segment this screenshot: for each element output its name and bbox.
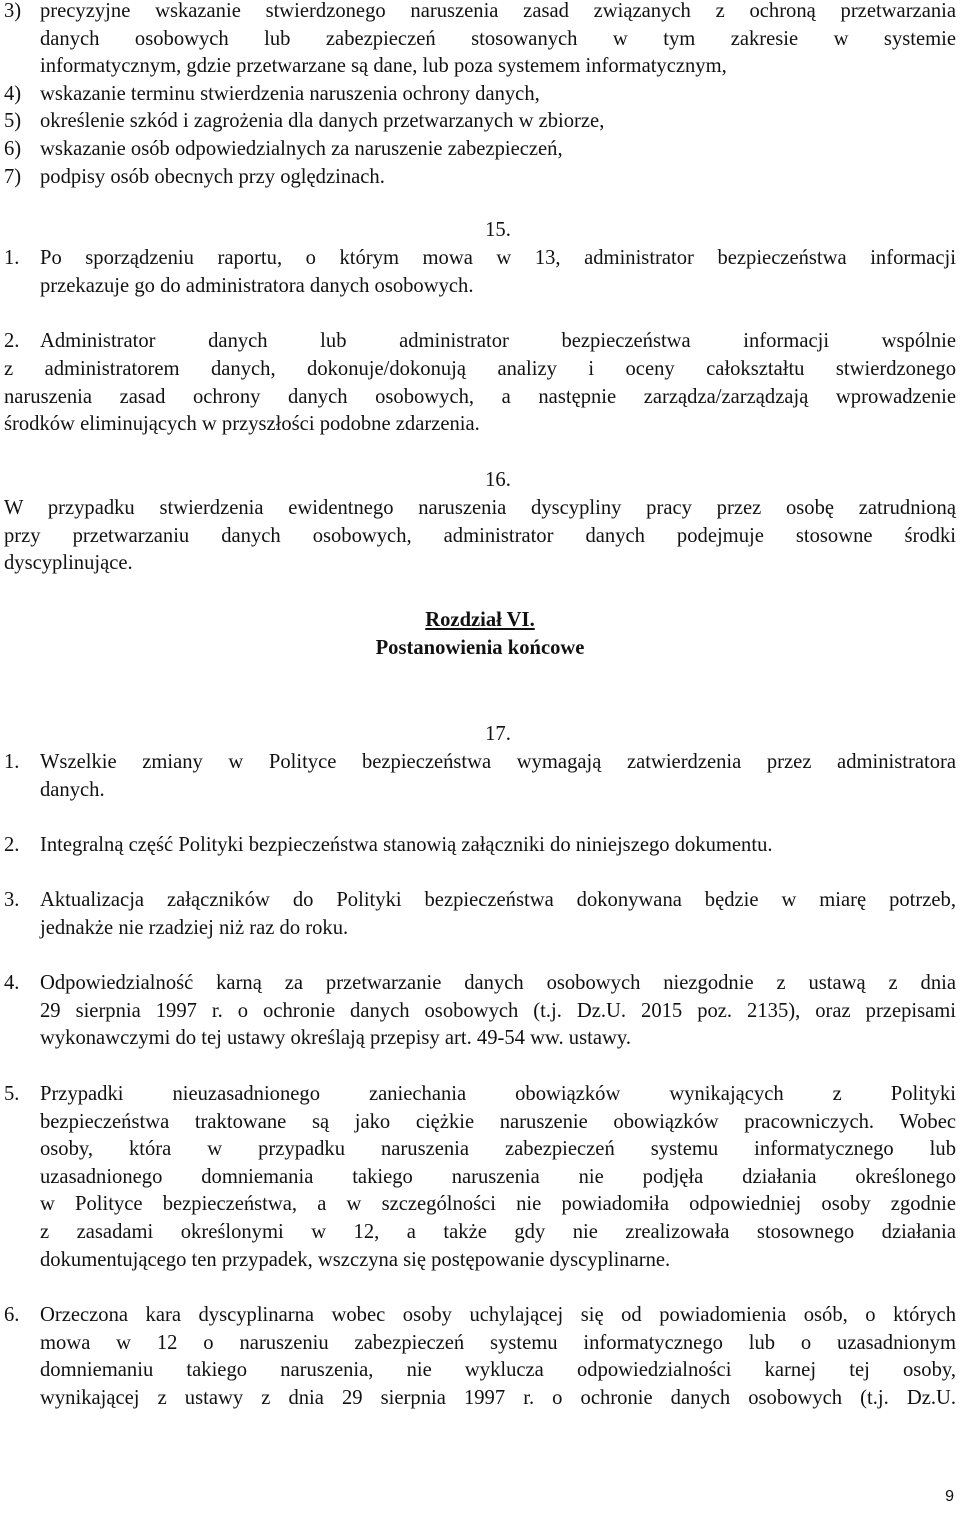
list-item-number: 3) [4, 0, 22, 22]
text-line: jednakże nie rzadziej niż raz do roku. [40, 916, 349, 939]
chapter-title: Rozdział VI. [425, 609, 535, 631]
text-line: danych. [40, 778, 105, 801]
section-15-point-2-body [4, 356, 956, 439]
text-line: z administratorem danych, dokonuje/dokonują analizy i oceny całokształtu stwierdzonego [4, 358, 956, 380]
text-line: podpisy osób obecnych przy oględzinach. [40, 165, 385, 188]
text-line: naruszenia zasad ochrony danych osobowych, a następnie zarządza/zarządzają wprowadzenie [4, 385, 956, 408]
point-number: 2. [4, 330, 20, 352]
text-line: Aktualizacja załączników do Polityki bezpieczeństwa dokonywana będzie w miarę potrzeb, [40, 889, 956, 911]
list-item [4, 136, 956, 164]
text-line: Wszelkie zmiany w Polityce bezpieczeństwa wymagają zatwierdzenia przez administratora [40, 751, 956, 773]
section-15-point-1 [4, 245, 956, 300]
text-line: 29 sierpnia 1997 r. o ochronie danych osobowych (t.j. Dz.U. 2015 poz. 2135), oraz przepisami [40, 999, 956, 1022]
point-number: 1. [4, 751, 20, 773]
section-17-point-5 [4, 1081, 956, 1274]
section-17-point-1 [4, 749, 956, 804]
chapter-subtitle: Postanowienia końcowe [375, 636, 585, 659]
text-line: Integralną część Polityki bezpieczeństwa stanowią załączniki do niniejszego dokumentu. [40, 834, 773, 856]
point-number: 4. [4, 972, 20, 994]
page-number: 9 [945, 1488, 954, 1505]
section-17-point-2 [4, 832, 956, 860]
text-line: wynikającej z ustawy z dnia 29 sierpnia 1997 r. o ochronie danych osobowych (t.j. Dz.U. [40, 1386, 956, 1409]
point-number: 2. [4, 834, 20, 856]
text-line: przekazuje go do administratora danych osobowych. [40, 274, 474, 297]
point-number: 3. [4, 889, 20, 911]
point-number: 1. [4, 247, 20, 269]
list-top [4, 0, 956, 191]
text-line: wykonawczymi do tej ustawy określają przepisy art. 49-54 ww. ustawy. [40, 1027, 631, 1050]
text-line: Przypadki nieuzasadnionego zaniechania obowiązków wynikających z Polityki [40, 1083, 956, 1105]
list-item-number: 5) [4, 110, 22, 133]
list-item [4, 164, 956, 192]
text-line: Administrator danych lub administrator bezpieczeństwa informacji wspólnie [40, 330, 956, 352]
section-16-body [4, 495, 956, 578]
text-line: uzasadnionego domniemania takiego naruszenia nie podjęła działania określonego [40, 1165, 956, 1188]
list-item-number: 4) [4, 82, 22, 105]
section-15-heading: 15. [485, 219, 511, 241]
section-15-point-2 [4, 328, 956, 356]
chapter-heading [4, 607, 956, 662]
point-number: 5. [4, 1083, 20, 1105]
text-line: przy przetwarzaniu danych osobowych, administrator danych podejmuje stosowne środki [4, 524, 956, 547]
text-line: domniemaniu takiego naruszenia, nie wyklucza odpowiedzialności karnej tej osoby, [40, 1359, 956, 1382]
section-17-heading: 17. [485, 723, 511, 745]
text-line: osoby, która w przypadku naruszenia zabezpieczeń systemu informatycznego lub [40, 1138, 956, 1161]
text-line: w Polityce bezpieczeństwa, a w szczególności nie powiadomiła odpowiedniej osoby zgodnie [40, 1193, 956, 1216]
text-line: Orzeczona kara dyscyplinarna wobec osoby uchylającej się od powiadomienia osób, o których [40, 1304, 956, 1326]
text-line: Po sporządzeniu raportu, o którym mowa w 13, administrator bezpieczeństwa informacji [40, 247, 956, 269]
text-line: określenie szkód i zagrożenia dla danych przetwarzanych w zbiorze, [40, 110, 605, 133]
text-line: precyzyjne wskazanie stwierdzonego naruszenia zasad związanych z ochroną przetwarzania [40, 0, 956, 22]
text-line: bezpieczeństwa traktowane są jako ciężkie naruszenie obowiązków pracowniczych. Wobec [40, 1110, 956, 1133]
text-line: środków eliminujących w przyszłości podobne zdarzenia. [4, 413, 480, 436]
section-16-heading: 16. [485, 469, 511, 491]
text-line: mowa w 12 o naruszeniu zabezpieczeń systemu informatycznego lub o uzasadnionym [40, 1331, 956, 1354]
text-line: wskazanie osób odpowiedzialnych za naruszenie zabezpieczeń, [40, 137, 563, 160]
text-line: danych osobowych lub zabezpieczeń stosowanych w tym zakresie w systemie [40, 27, 956, 50]
point-number: 6. [4, 1304, 20, 1326]
list-item [4, 0, 956, 81]
text-line: W przypadku stwierdzenia ewidentnego naruszenia dyscypliny pracy przez osobę zatrudnioną [4, 497, 956, 519]
text-line: informatycznym, gdzie przetwarzane są dane, lub poza systemem informatycznym, [40, 55, 727, 78]
list-item [4, 81, 956, 109]
text-line: dyscyplinujące. [4, 552, 133, 575]
list-item-number: 7) [4, 165, 22, 188]
text-line: dokumentującego ten przypadek, wszczyna się postępowanie dyscyplinarne. [40, 1248, 671, 1271]
section-17-point-6 [4, 1302, 956, 1412]
section-17-point-3 [4, 887, 956, 942]
list-item-number: 6) [4, 137, 22, 160]
text-line: wskazanie terminu stwierdzenia naruszenia ochrony danych, [40, 82, 540, 105]
text-line: z zasadami określonymi w 12, a także gdy nie zrealizowała stosownego działania [40, 1220, 956, 1243]
list-item [4, 108, 956, 136]
text-line: Odpowiedzialność karną za przetwarzanie danych osobowych niezgodnie z ustawą z dnia [40, 972, 956, 994]
section-17-point-4 [4, 970, 956, 1053]
